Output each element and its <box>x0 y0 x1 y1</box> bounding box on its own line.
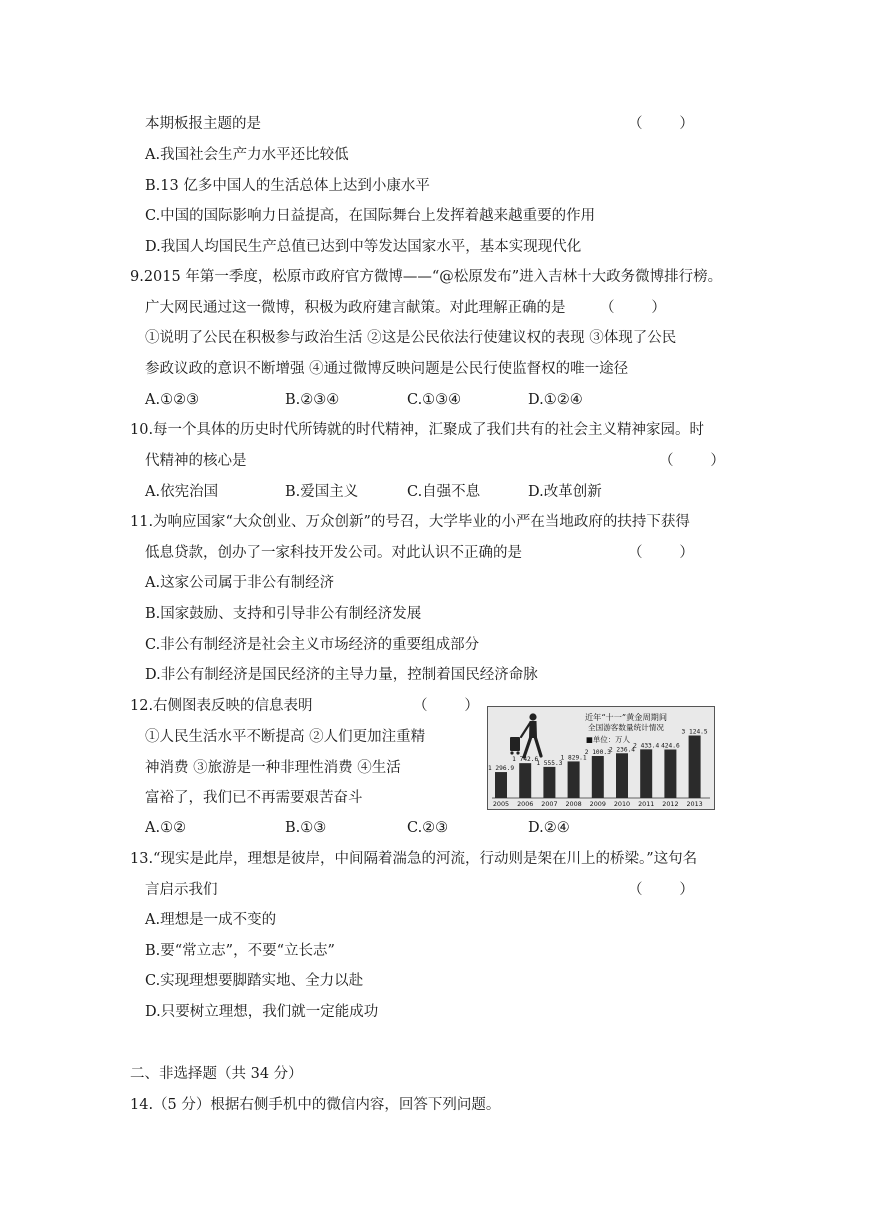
bar-2013 <box>689 736 701 798</box>
chart-svg <box>488 707 714 809</box>
q9-statement-line1: ①说明了公民在积极参与政治生活 ②这是公民依法行使建议权的表现 ③体现了公民 <box>145 330 677 346</box>
bar-2011 <box>640 749 652 798</box>
q13-stem-line2: 言启示我们 <box>145 882 218 898</box>
traveler-figure-icon <box>510 713 541 757</box>
q8-option-b: B.13 亿多中国人的生活总体上达到小康水平 <box>145 178 430 194</box>
x-tick-2009: 2009 <box>589 800 606 808</box>
q11-option-d: D.非公有制经济是国民经济的主导力量，控制着国民经济命脉 <box>145 667 538 683</box>
value-label-2008: 1 829.1 <box>560 754 587 762</box>
q10-option-a: A.依宪治国 <box>145 484 219 500</box>
bar-2010 <box>616 753 628 798</box>
q12-option-c: C.②③ <box>407 820 449 836</box>
q9-option-b: B.②③④ <box>285 392 340 408</box>
q13-option-d: D.只要树立理想，我们就一定能成功 <box>145 1004 379 1020</box>
q9-stem-line1: 9.2015 年第一季度，松原市政府官方微博——“@松原发布”进入吉林十大政务微博排行榜。 <box>130 269 723 285</box>
x-tick-2012: 2012 <box>662 800 679 808</box>
q10-stem-line1: 10.每一个具体的历史时代所铸就的时代精神，汇聚成了我们共有的社会主义精神家园。时 <box>130 422 705 438</box>
q9-statement-line2: 参政议政的意识不断增强 ④通过微博反映问题是公民行使监督权的唯一途径 <box>145 361 629 377</box>
q8-answer-paren[interactable]: （ ） <box>628 116 694 132</box>
q9-answer-paren[interactable]: （ ） <box>600 300 666 316</box>
x-tick-2005: 2005 <box>492 800 510 808</box>
q12-option-d: D.②④ <box>528 820 570 836</box>
q10-option-d: D.改革创新 <box>528 484 602 500</box>
x-tick-2006: 2006 <box>517 800 534 808</box>
bar-2005 <box>495 772 507 798</box>
value-label-2012: 424.6 <box>661 742 680 750</box>
x-tick-2010: 2010 <box>613 800 631 808</box>
q9-option-c: C.①③④ <box>407 392 462 408</box>
q10-option-b: B.爱国主义 <box>285 484 359 500</box>
chart-subtitle: 全国游客数量统计情况 <box>588 723 664 732</box>
x-tick-2007: 2007 <box>541 800 558 808</box>
bar-2006 <box>519 763 531 798</box>
q12-answer-paren[interactable]: （ ） <box>413 698 479 714</box>
q12-option-b: B.①③ <box>285 820 327 836</box>
q12-statement-line1: ①人民生活水平不断提高 ②人们更加注重精 <box>145 729 426 745</box>
q10-answer-paren[interactable]: （ ） <box>659 453 725 469</box>
q13-option-b: B.要“常立志”，不要“立长志” <box>145 943 335 959</box>
q12-option-a: A.①② <box>145 820 187 836</box>
x-tick-2013: 2013 <box>686 800 703 808</box>
q9-option-d: D.①②④ <box>528 392 583 408</box>
value-label-2009: 2 100.3 <box>584 748 611 756</box>
q11-option-c: C.非公有制经济是社会主义市场经济的重要组成部分 <box>145 637 480 653</box>
value-label-2011: 2 433.4 <box>633 742 660 750</box>
q13-option-c: C.实现理想要脚踏实地、全力以赴 <box>145 973 364 989</box>
x-tick-2011: 2011 <box>638 800 655 808</box>
q11-option-a: A.这家公司属于非公有制经济 <box>145 575 335 591</box>
x-tick-2008: 2008 <box>565 800 582 808</box>
q11-answer-paren[interactable]: （ ） <box>628 545 694 561</box>
q10-option-c: C.自强不息 <box>407 484 481 500</box>
q13-answer-paren[interactable]: （ ） <box>628 882 694 898</box>
q8-stem: 本期板报主题的是 <box>145 116 261 132</box>
q12-stem-line1: 12.右侧图表反映的信息表明 <box>130 698 313 714</box>
q11-stem-line2: 低息贷款，创办了一家科技开发公司。对此认识不正确的是 <box>145 545 522 561</box>
q13-option-a: A.理想是一成不变的 <box>145 912 277 928</box>
bar-2012 <box>664 750 676 798</box>
bar-2007 <box>543 767 555 798</box>
q12-statement-line2: 神消费 ③旅游是一种非理性消费 ④生活 <box>145 760 401 776</box>
section-heading: 二、非选择题（共 34 分） <box>130 1066 303 1082</box>
q8-option-c: C.中国的国际影响力日益提高，在国际舞台上发挥着越来越重要的作用 <box>145 208 596 224</box>
value-label-2013: 3 124.5 <box>681 728 708 736</box>
q13-stem-line1: 13.“现实是此岸，理想是彼岸，中间隔着湍急的河流，行动则是架在川上的桥梁。”这句名 <box>130 851 698 867</box>
value-label-2010: 2 236.4 <box>608 746 636 754</box>
q14-stem: 14.（5 分）根据右侧手机中的微信内容，回答下列问题。 <box>130 1097 501 1113</box>
bar-2009 <box>592 756 604 798</box>
q9-stem-line2: 广大网民通过这一微博，积极为政府建言献策。对此理解正确的是 <box>145 300 566 316</box>
q12-statement-line3: 富裕了，我们已不再需要艰苦奋斗 <box>145 790 363 806</box>
q8-option-d: D.我国人均国民生产总值已达到中等发达国家水平，基本实现现代化 <box>145 239 582 255</box>
q11-option-b: B.国家鼓励、支持和引导非公有制经济发展 <box>145 606 422 622</box>
q8-option-a: A.我国社会生产力水平还比较低 <box>145 147 349 163</box>
q11-stem-line1: 11.为响应国家“大众创业、万众创新”的号召，大学毕业的小严在当地政府的扶持下获得 <box>130 514 690 530</box>
value-label-2005: 1 296.9 <box>488 765 515 773</box>
bar-2008 <box>568 761 580 798</box>
chart-title: 近年“十一”黄金周期间 <box>584 712 668 722</box>
q9-option-a: A.①②③ <box>145 392 200 408</box>
tourist-bar-chart <box>487 706 715 810</box>
value-label-2006: 1 742.6 <box>512 756 539 764</box>
chart-unit-label: ■单位：万人 <box>586 735 630 744</box>
q10-stem-line2: 代精神的核心是 <box>145 453 247 469</box>
value-label-2007: 1 555.3 <box>536 759 563 767</box>
